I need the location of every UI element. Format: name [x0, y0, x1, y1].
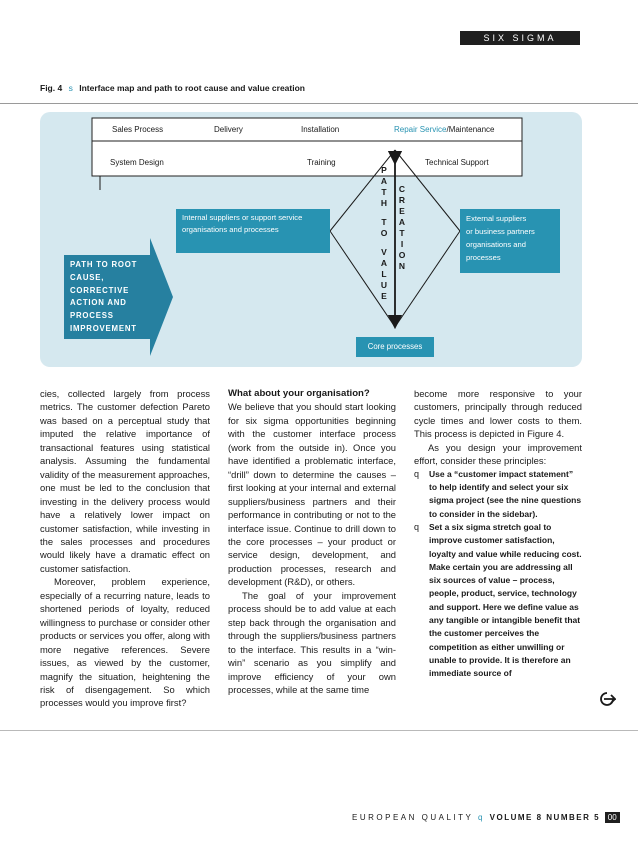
section-header: SIX SIGMA: [460, 31, 580, 45]
ptv-letter: V: [381, 247, 387, 257]
cell-sales-process: Sales Process: [112, 125, 164, 134]
ptv-gap: [378, 209, 390, 217]
ptv-letter: H: [380, 198, 388, 208]
journal-name: EUROPEAN QUALITY: [352, 813, 474, 822]
column-1: [40, 387, 210, 710]
arrow-line: PROCESS: [70, 311, 114, 321]
arrow-line: CAUSE,: [70, 272, 105, 282]
col3-paragraph-1: become more responsive to your customers, principally through reduced cycle times and lower costs to them. This process is depicted in Figure 4.: [414, 388, 582, 440]
creation-letter: N: [398, 261, 406, 271]
page-number: 00: [605, 812, 620, 823]
repair-service-label: Repair Service: [394, 125, 447, 134]
col2-paragraph-2: The goal of your improvement process should be to add value at each step back through the organisation and through the suppliers/business partners to the interface. This results in a “win-win” scenario as you simplify and improve efficiency of your own processes, while at the same time: [228, 589, 396, 695]
internal-suppliers-box: [176, 209, 330, 253]
path-to-value-text: [378, 165, 390, 302]
internal-line-2: organisations and processes: [182, 225, 279, 234]
column-2: [228, 387, 396, 696]
cell-installation: Installation: [301, 125, 340, 134]
creation-letter: R: [398, 195, 406, 205]
figure-label: Fig. 4: [40, 83, 63, 93]
list-item: [414, 521, 582, 681]
col2-paragraph-1: We believe that you should start looking for six sigma opportunities beginning with the customer interface process (work from the outside in). Once you have identified a problematic interface, “drill” down to determine the causes – first looking at your internal and external suppliers/business partners and their performance in contributing or not to the interface issue. Continue to drill down to the core processes – your product or service design, development, and production processes, research and development (R&D), or others.: [228, 401, 396, 588]
creation-letter: E: [399, 206, 405, 216]
col1-paragraph-2: Moreover, problem experience, especially of a recurring nature, leads to shortened periods of loyalty, reduced willingness to purchase or consider other products or services you offer, along with more negative references. Severe issues, as viewed by the customer, magnify the situation, heightening the risk of disengagement. So which processes would you improve first?: [40, 576, 210, 709]
ptv-letter: L: [381, 269, 387, 279]
list-item: [414, 468, 582, 521]
principles-list: [414, 468, 582, 681]
continue-arrow-icon: [598, 691, 616, 712]
footer: [352, 813, 620, 822]
cell-repair-maintenance: [394, 125, 495, 134]
external-line-1: External suppliers: [466, 214, 527, 223]
column-3: [414, 387, 582, 680]
bullet-text: Use a “customer impact statement” to help identify and select your six sigma project (see the nine questions to consider in the sidebar).: [429, 468, 582, 519]
creation-letter: I: [400, 239, 404, 249]
footer-separator: q: [477, 813, 485, 822]
external-line-4: processes: [466, 253, 501, 262]
core-processes-box: Core processes: [356, 337, 434, 357]
ptv-letter: U: [380, 280, 388, 290]
section-heading: What about your organisation?: [228, 388, 370, 399]
arrow-line: IMPROVEMENT: [70, 323, 137, 333]
ptv-gap: [378, 239, 390, 247]
caption-separator: s: [68, 83, 73, 93]
cell-training: Training: [307, 158, 336, 167]
external-line-3: organisations and: [466, 240, 526, 249]
ptv-letter: O: [380, 228, 388, 238]
cell-system-design: System Design: [110, 158, 164, 167]
ptv-letter: P: [381, 165, 387, 175]
maintenance-label: /Maintenance: [446, 125, 495, 134]
bullet-text: Set a six sigma stretch goal to improve customer satisfaction, loyalty and value while reducing cost. Make certain you are addressing all six sources of value – process, people, product, service, technology and support. Here we define value as any tangible or intangible benefit that the customer perceives the competition as either unwilling or unable to provide. It is therefore an immediate source of: [429, 521, 582, 679]
bullet-marker: q: [414, 468, 420, 479]
cell-technical-support: Technical Support: [425, 158, 489, 167]
figure-title: Interface map and path to root cause and value creation: [79, 83, 305, 93]
ptv-letter: T: [381, 187, 387, 197]
cell-delivery: Delivery: [214, 125, 243, 134]
col3-paragraph-2: As you design your improvement effort, consider these principles:: [414, 441, 582, 467]
arrow-line: ACTION AND: [70, 298, 127, 308]
arrow-line: CORRECTIVE: [70, 285, 130, 295]
ptv-letter: A: [380, 258, 388, 268]
creation-text: [396, 184, 408, 272]
external-suppliers-box: [460, 209, 560, 273]
external-line-2: or business partners: [466, 227, 535, 236]
ptv-letter: A: [380, 176, 388, 186]
internal-line-1: Internal suppliers or support service: [182, 213, 303, 222]
ptv-letter: E: [381, 291, 387, 301]
creation-letter: A: [398, 217, 406, 227]
ptv-letter: T: [381, 217, 387, 227]
root-cause-arrow-text: [70, 259, 137, 336]
creation-letter: O: [398, 250, 406, 260]
bottom-rule: [0, 730, 638, 731]
arrow-line: PATH TO ROOT: [70, 260, 138, 269]
bullet-marker: q: [414, 521, 420, 532]
creation-letter: T: [399, 228, 405, 238]
creation-letter: C: [398, 184, 406, 194]
volume-number: VOLUME 8 NUMBER 5: [489, 813, 601, 822]
col1-paragraph-1: cies, collected largely from process metrics. The customer defection Pareto was based on a perceptual study that imputed the relative importance of transactional features using statistical analysis. Assuming the fundamental validity of the measurement approaches, one must be led to the conclusion that investing in the delivery process would have a relatively lower impact on customer satisfaction, while investing in the sales processes and procedures would likely have a dramatic effect on customer satisfaction.: [40, 388, 210, 574]
